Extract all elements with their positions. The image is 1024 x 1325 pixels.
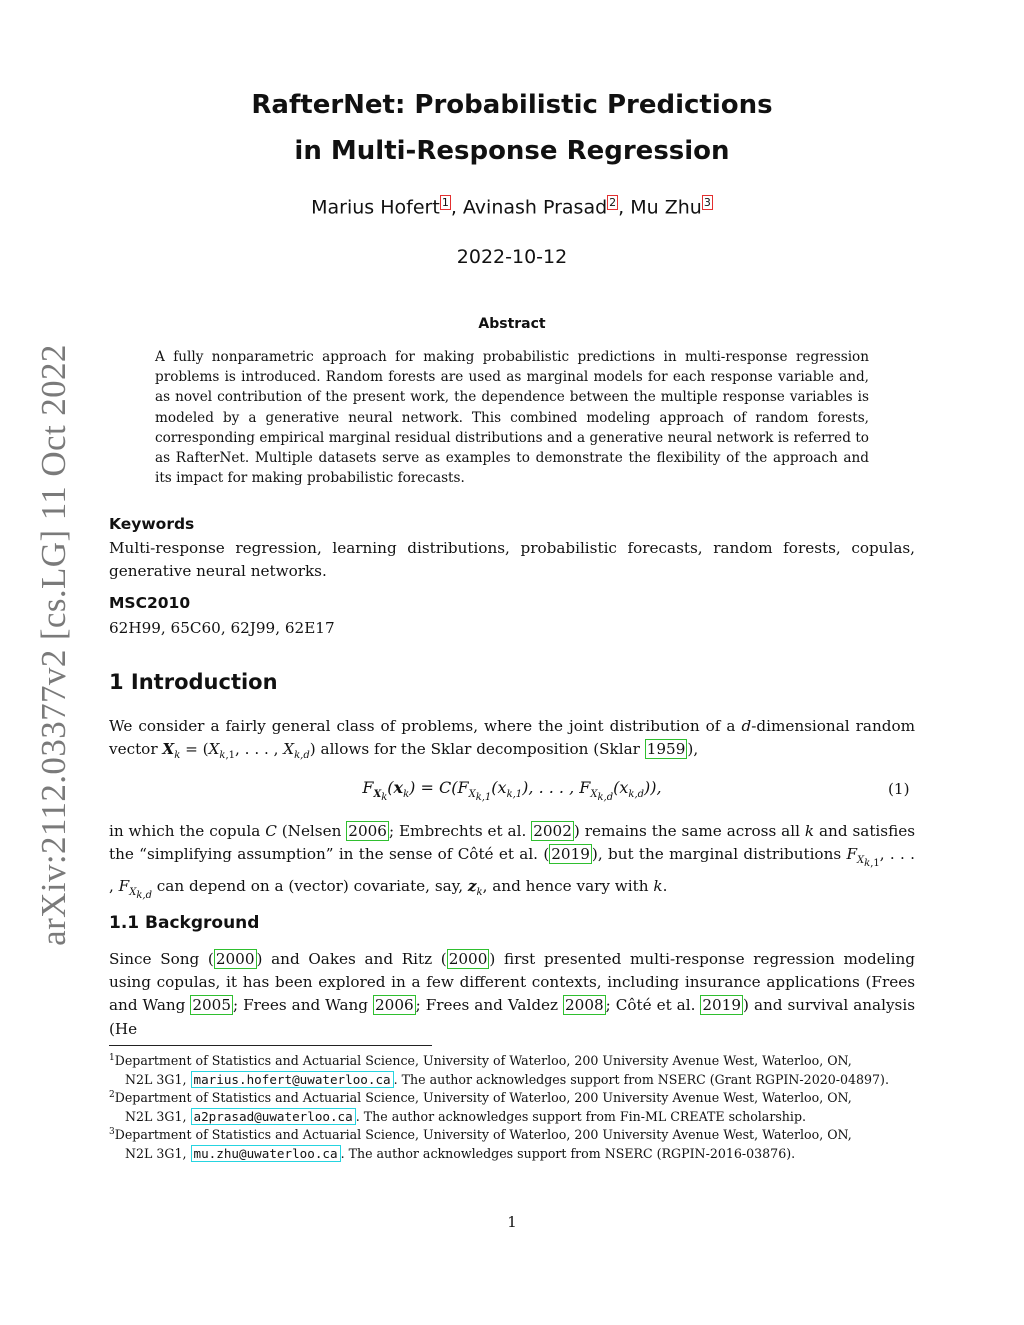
arxiv-id-text: arXiv:2112.03377v2 [cs.LG] 11 Oct 2022 — [34, 344, 73, 946]
author-name: Mu Zhu — [630, 196, 702, 219]
intro-paragraph-2: in which the copula C (Nelsen 2006 ; Embrechts et al. 2002 ) remains the same across all k and satisfies the “simplifying assumption” in the sense of Côté et al. ( 2019 ), but the marginal distributions $F_{X_{k,1}}$, . . . , $F_{X_{k,d}}$ can depend on a (vector) covariate, say, $z_k$, and hence vary with k. — [109, 822, 915, 902]
citation-link[interactable]: 2006 — [348, 822, 387, 840]
page-number: 1 — [507, 1213, 517, 1231]
citation-link[interactable]: 2002 — [533, 822, 572, 840]
keywords-label: Keywords — [109, 515, 195, 533]
footnote-1: $^1$Department of Statistics and Actuarial Science, University of Waterloo, 200 University Avenue West, Waterloo, ON, N2L 3G1, marius.hofert@uwaterloo.ca . The author acknowledges support from NSERC (Grant RGPIN-2020-04897). — [109, 1053, 889, 1087]
author-name: Avinash Prasad — [462, 196, 608, 219]
email-link[interactable]: a2prasad@uwaterloo.ca — [191, 1108, 356, 1125]
citation-link[interactable]: 2019 — [702, 996, 742, 1015]
citation-link[interactable]: 2006 — [375, 996, 414, 1015]
footnote-link[interactable]: 1 — [441, 196, 449, 209]
keywords-text: Multi-response regression, learning distributions, probabilistic forecasts, random forests, copulas, generative neural networks. — [109, 539, 915, 581]
citation-link[interactable]: 1959 — [646, 740, 686, 759]
footnote-2: $^2$Department of Statistics and Actuarial Science, University of Waterloo, 200 University Avenue West, Waterloo, ON, N2L 3G1, a2prasad@uwaterloo.ca . The author acknowledges support from Fin-ML CREATE scholarship. — [109, 1090, 852, 1124]
paper-date: 2022-10-12 — [456, 246, 568, 268]
citation-link[interactable]: 2019 — [551, 845, 590, 864]
abstract-text: A fully nonparametric approach for making probabilistic predictions in multi-response regression problems is introduced. Random forests are used as marginal models for each response variable and, as novel contribution of the present work, the dependence between the multiple response variables is modeled by a generative neural network. This combined modeling approach of random forests, corresponding empirical marginal residual distributions and a generative neural network is referred to as RafterNet. Multiple datasets serve as examples to demonstrate the flexibility of the approach and its impact for making probabilistic forecasts. — [155, 349, 869, 487]
background-paragraph: Since Song ( 2000 ) and Oakes and Ritz ( 2000 ) first presented multi-response regression modeling using copulas, it has been explored in a few different contexts, including insurance applications (Frees and Wang 2005 ; Frees and Wang 2006 ; Frees and Valdez 2008 ; Côté et al. 2019 ) and survival analysis (He — [109, 950, 915, 1038]
equation-sklar: $F_{X_k}(x_k) = C(F_{X_{k,1}}(x_{k,1})$, . . . , $F_{X_{k,d}}(x_{k,d})$), — [362, 778, 662, 804]
footnote-link[interactable]: 3 — [703, 196, 711, 209]
citation-link[interactable]: 2000 — [448, 950, 488, 968]
citation-link[interactable]: 2008 — [565, 996, 604, 1015]
intro-paragraph-1: We consider a fairly general class of problems, where the joint distribution of a d-dimensional random vector $X_k = (X_{k,1}$, . . . , $X_{k,d}$) allows for the Sklar decomposition (Sklar 1959 ), — [109, 717, 915, 762]
abstract-heading: Abstract — [478, 316, 546, 332]
email-link[interactable]: marius.hofert@uwaterloo.ca — [191, 1071, 394, 1088]
footnote-link[interactable]: 2 — [609, 196, 617, 209]
author-name: Marius Hofert — [311, 196, 440, 219]
footnote-separator — [109, 1045, 432, 1046]
footnote-3: $^3$Department of Statistics and Actuarial Science, University of Waterloo, 200 University Avenue West, Waterloo, ON, N2L 3G1, mu.zhu@uwaterloo.ca . The author acknowledges support from NSERC (RGPIN-2016-03876). — [109, 1127, 852, 1161]
email-link[interactable]: mu.zhu@uwaterloo.ca — [191, 1145, 341, 1162]
section-heading-background: 1.1 Background — [109, 913, 260, 933]
citation-link[interactable]: 2005 — [192, 996, 232, 1015]
paper-title-line-2: in Multi-Response Regression — [294, 136, 730, 166]
author-list: Marius Hofert $^1$ , Avinash Prasad $^2$ , Mu Zhu $^3$ — [311, 196, 711, 219]
paper-title-line-1: RafterNet: Probabilistic Predictions — [251, 90, 773, 120]
msc-codes: 62H99, 65C60, 62J99, 62E17 — [109, 619, 335, 637]
equation-number: (1) — [888, 780, 910, 798]
msc-label: MSC2010 — [109, 594, 191, 612]
section-heading-introduction: 1 Introduction — [109, 670, 278, 694]
citation-link[interactable]: 2000 — [215, 950, 255, 968]
